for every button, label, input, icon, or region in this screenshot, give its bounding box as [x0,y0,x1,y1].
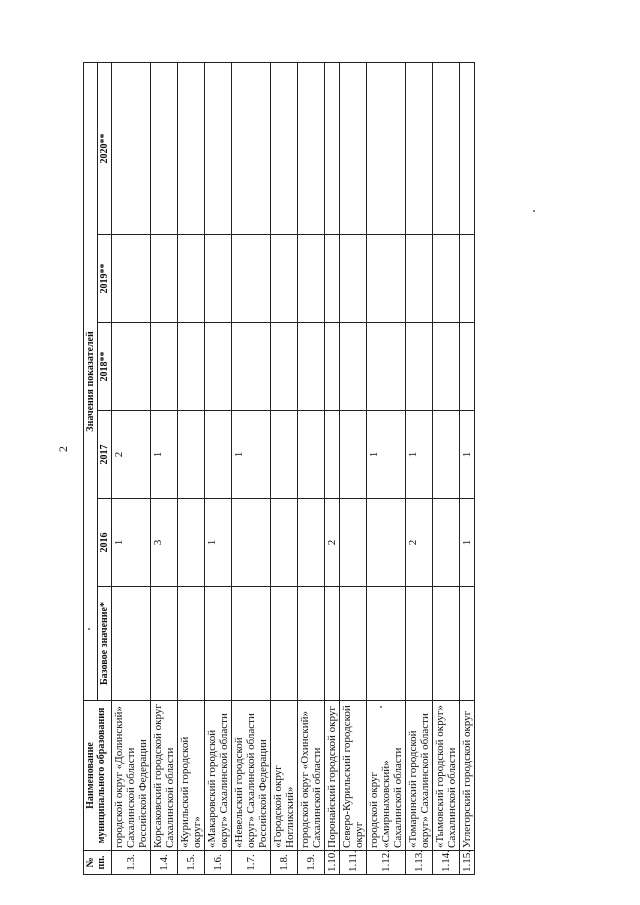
cell-base [340,587,367,701]
cell-name: Корсаковский городской округ Сахалинской области [151,701,178,851]
cell-name: городской округ «Смирныховский» Сахалинской области [367,701,406,851]
cell-y2016 [367,499,406,587]
cell-y2018 [151,323,178,411]
cell-base [460,587,475,701]
table-row [271,62,298,874]
cell-name: «Невельский городской округ» Сахалинской области Российской Федерации [232,701,271,851]
cell-base [178,587,205,701]
cell-num: 1.7. [232,851,271,875]
cell-y2016: 2 [406,499,433,587]
cell-y2020 [112,62,151,234]
table-row [232,62,271,874]
cell-y2017 [298,411,325,499]
cell-y2016 [298,499,325,587]
cell-y2018 [112,323,151,411]
cell-y2017: 1 [406,411,433,499]
table-row [151,62,178,874]
cell-y2018 [271,323,298,411]
cell-y2017 [205,411,232,499]
cell-y2020 [298,62,325,234]
table-row [406,62,433,874]
cell-y2017: 1 [232,411,271,499]
cell-num: 1.5. [178,851,205,875]
cell-y2020 [367,62,406,234]
cell-y2016: 1 [205,499,232,587]
cell-y2019 [232,235,271,323]
cell-y2016 [178,499,205,587]
cell-y2017: 1 [151,411,178,499]
cell-y2018 [298,323,325,411]
cell-y2019 [460,235,475,323]
cell-y2017 [433,411,460,499]
cell-num: 1.9. [298,851,325,875]
scan-speck [380,706,382,708]
cell-base [151,587,178,701]
header-2018: 2018** [98,323,112,411]
cell-base [205,587,232,701]
header-2016: 2016 [98,499,112,587]
cell-base [433,587,460,701]
cell-y2018 [406,323,433,411]
cell-y2020 [178,62,205,234]
cell-num: 1.14. [433,851,460,875]
header-base: Базовое значение* [98,587,112,701]
cell-y2016 [433,499,460,587]
table-row [112,62,151,874]
cell-y2016: 2 [325,499,340,587]
cell-y2018 [460,323,475,411]
cell-name: «Томаринский городской округ» Сахалинской области [406,701,433,851]
cell-base [232,587,271,701]
cell-num: 1.6. [205,851,232,875]
cell-y2017: 2 [112,411,151,499]
cell-base [367,587,406,701]
cell-y2016 [271,499,298,587]
cell-y2020 [406,62,433,234]
cell-y2020 [433,62,460,234]
cell-y2019 [205,235,232,323]
table-row [205,62,232,874]
cell-y2020 [205,62,232,234]
cell-y2020 [325,62,340,234]
cell-y2017: 1 [367,411,406,499]
cell-y2019 [271,235,298,323]
cell-num: 1.4. [151,851,178,875]
cell-y2019 [325,235,340,323]
header-values-group: Значения показателей [84,62,98,700]
rotated-table-container [83,63,543,875]
cell-y2019 [178,235,205,323]
cell-base [271,587,298,701]
cell-name: Северо-Курильский городской округ [340,701,367,851]
cell-y2020 [151,62,178,234]
cell-y2018 [232,323,271,411]
table-row [178,62,205,874]
cell-name: «Курильский городской округ» [178,701,205,851]
table-row [367,62,406,874]
cell-y2016: 1 [112,499,151,587]
table-row [460,62,475,874]
table-body [112,62,475,874]
cell-y2019 [112,235,151,323]
cell-y2019 [340,235,367,323]
cell-name: Поронайский городской округ [325,701,340,851]
cell-base [406,587,433,701]
cell-y2018 [325,323,340,411]
cell-y2018 [340,323,367,411]
cell-y2020 [232,62,271,234]
cell-y2019 [298,235,325,323]
header-name: Наименование муниципального образования [84,701,112,851]
cell-y2020 [340,62,367,234]
header-2020: 2020** [98,62,112,234]
cell-y2018 [205,323,232,411]
cell-base [298,587,325,701]
header-2017: 2017 [98,411,112,499]
cell-num: 1.13. [406,851,433,875]
cell-y2016 [340,499,367,587]
scan-speck [533,210,535,212]
cell-num: 1.12. [367,851,406,875]
cell-name: «Тымовский городской округ» Сахалинской области [433,701,460,851]
cell-y2019 [367,235,406,323]
cell-num: 1.11. [340,851,367,875]
cell-y2016 [232,499,271,587]
table-row [433,62,460,874]
cell-y2019 [406,235,433,323]
indicator-table [83,62,475,875]
cell-base [112,587,151,701]
cell-name: «Городской округ Ногликский» [271,701,298,851]
cell-name: городской округ «Долинский» Сахалинской области Российской Федерации [112,701,151,851]
cell-y2016: 1 [460,499,475,587]
cell-num: 1.8. [271,851,298,875]
cell-num: 1.3. [112,851,151,875]
scan-speck [88,628,90,630]
cell-y2017 [340,411,367,499]
table-row [325,62,340,874]
cell-y2019 [433,235,460,323]
page-number: 2 [56,446,70,452]
header-num: № пп. [84,851,112,875]
cell-num: 1.10. [325,851,340,875]
header-2019: 2019** [98,235,112,323]
cell-y2020 [460,62,475,234]
cell-y2017 [178,411,205,499]
cell-name: городской округ «Охинский» Сахалинской области [298,701,325,851]
table-row [298,62,325,874]
cell-base [325,587,340,701]
table-row [340,62,367,874]
cell-y2017: 1 [460,411,475,499]
cell-y2017 [325,411,340,499]
cell-name: «Макаровский городской округ» Сахалинской области [205,701,232,851]
cell-y2020 [271,62,298,234]
cell-y2018 [433,323,460,411]
cell-y2017 [271,411,298,499]
cell-name: Углегорский городской округ [460,701,475,851]
cell-y2019 [151,235,178,323]
cell-y2018 [178,323,205,411]
cell-num: 1.15. [460,851,475,875]
cell-y2016: 3 [151,499,178,587]
cell-y2018 [367,323,406,411]
